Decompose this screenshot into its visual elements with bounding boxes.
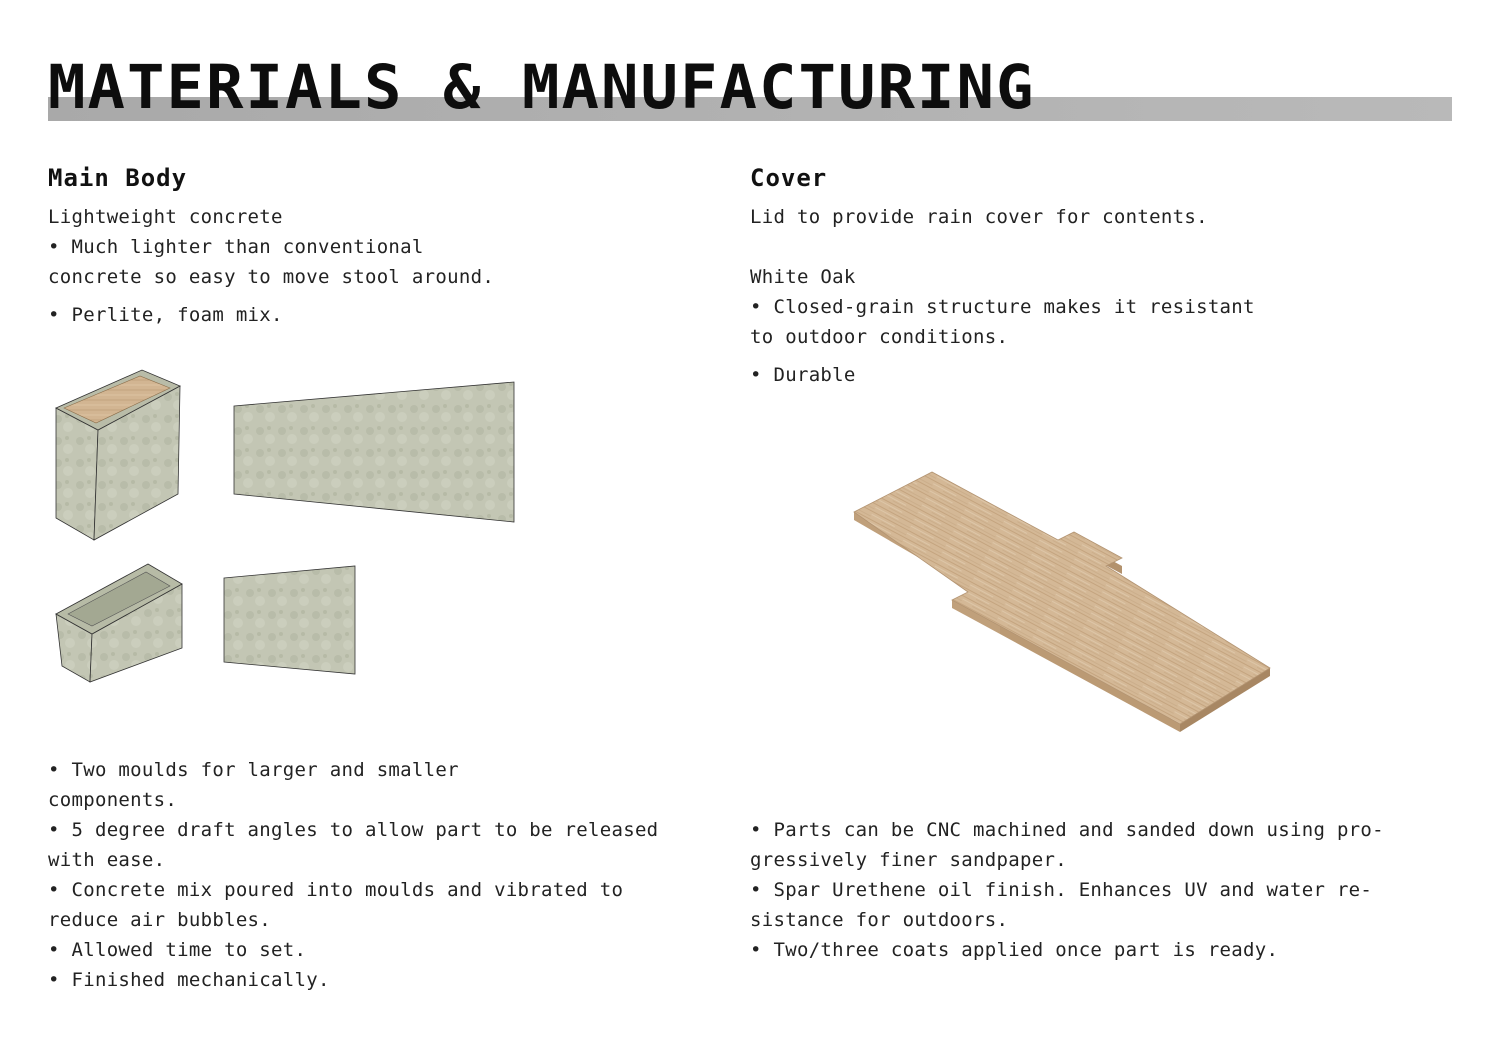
process-step-cont: with ease.: [48, 849, 166, 871]
oak-lid-render: [850, 470, 1274, 734]
page-title: MATERIALS & MANUFACTURING: [48, 52, 1036, 123]
cover-bullet: • Closed-grain structure makes it resistant: [750, 296, 1255, 318]
process-step-cont: sistance for outdoors.: [750, 909, 1009, 931]
process-step: • Finished mechanically.: [48, 969, 330, 991]
cover-bullet-cont: to outdoor conditions.: [750, 326, 1009, 348]
cover-bullet: • Durable: [750, 364, 856, 386]
main-body-bullet-cont: concrete so easy to move stool around.: [48, 266, 495, 288]
process-step: • Allowed time to set.: [48, 939, 307, 961]
process-step: • Two/three coats applied once part is ready.: [750, 939, 1279, 961]
process-step: • Spar Urethene oil finish. Enhances UV and water re-: [750, 879, 1373, 901]
cover-purpose: Lid to provide rain cover for contents.: [750, 206, 1208, 228]
main-body-process: [48, 755, 708, 995]
concrete-panel-render: [232, 380, 516, 524]
main-body-material: Lightweight concrete: [48, 206, 283, 228]
main-body-intro: [48, 202, 688, 330]
cover-process: [750, 815, 1450, 965]
main-body-bullet: • Perlite, foam mix.: [48, 304, 283, 326]
cover-material: White Oak: [750, 266, 856, 288]
main-body-heading: Main Body: [48, 164, 188, 192]
concrete-small-panel-render: [222, 564, 358, 676]
process-step: • 5 degree draft angles to allow part to be released: [48, 819, 659, 841]
process-step-cont: gressively finer sandpaper.: [750, 849, 1067, 871]
cover-intro: [750, 202, 1430, 390]
main-body-bullet: • Much lighter than conventional: [48, 236, 424, 258]
process-step: • Two moulds for larger and smaller: [48, 759, 459, 781]
process-step-cont: reduce air bubbles.: [48, 909, 272, 931]
concrete-mould-render: [54, 562, 186, 686]
process-step-cont: components.: [48, 789, 178, 811]
process-step: • Parts can be CNC machined and sanded down using pro-: [750, 819, 1384, 841]
concrete-body-render: [52, 368, 186, 546]
cover-heading: Cover: [750, 164, 828, 192]
process-step: • Concrete mix poured into moulds and vibrated to: [48, 879, 624, 901]
